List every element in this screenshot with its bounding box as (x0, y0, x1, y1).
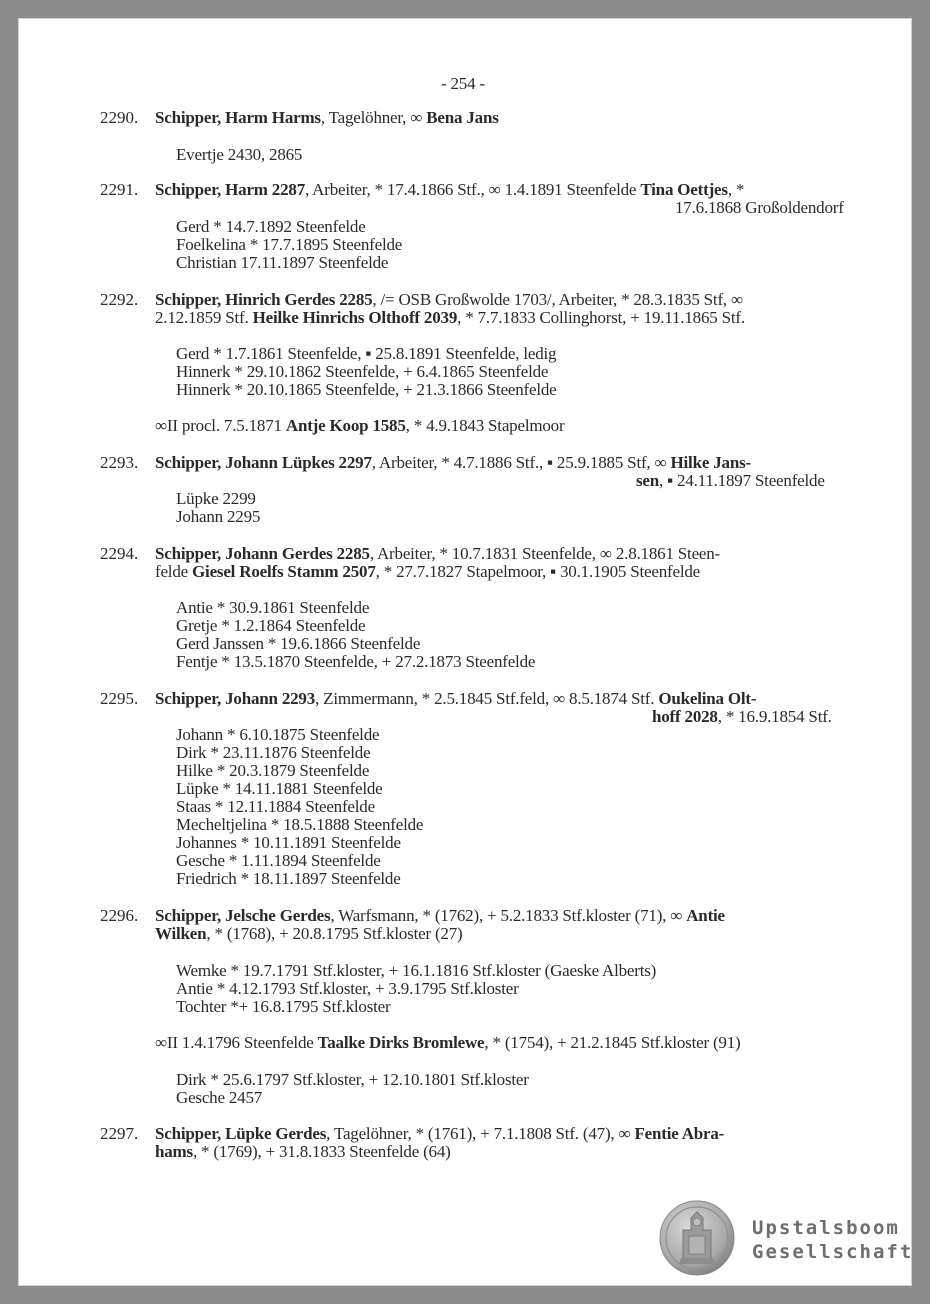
spouse-name: hams (155, 1142, 193, 1161)
person-name: Schipper, Jelsche Gerdes (155, 906, 331, 925)
entry-text: , * 4.9.1843 Stapelmoor (405, 416, 565, 435)
entry-number: 2291. (100, 180, 139, 199)
child-line: Antie * 4.12.1793 Stf.kloster, + 3.9.1795 Stf.kloster (176, 979, 519, 998)
child-line: Gerd * 1.7.1861 Steenfelde, ▪ 25.8.1891 Steenfelde, ledig (176, 344, 557, 363)
entry-line (155, 181, 744, 199)
entry-text: felde (155, 562, 193, 581)
entry-text: , * (1754), + 21.2.1845 Stf.kloster (91) (484, 1033, 741, 1052)
brand-line-1: Upstalsboom (752, 1217, 900, 1239)
child-line: Mecheltjelina * 18.5.1888 Steenfelde (176, 815, 424, 834)
child-line: Gesche * 1.11.1894 Steenfelde (176, 851, 381, 870)
entry-text: , * (1769), + 31.8.1833 Steenfelde (64) (192, 1142, 451, 1161)
spouse-name: Wilken (155, 924, 207, 943)
brand-line-2: Gesellschaft (752, 1241, 914, 1263)
entry-text: ∞II 1.4.1796 Steenfelde (155, 1033, 318, 1052)
entry-number: 2290. (100, 108, 139, 127)
child-line: Staas * 12.11.1884 Steenfelde (176, 797, 375, 816)
entry-line (155, 454, 751, 472)
document-page (18, 18, 912, 1286)
spouse-name: Bena Jans (426, 108, 499, 127)
child-line: Lüpke 2299 (176, 489, 256, 508)
spouse-name: hoff 2028 (652, 707, 718, 726)
entry-text: , Arbeiter, * 10.7.1831 Steenfelde, ∞ 2.8.1861 Steen- (369, 544, 721, 563)
entry-text: , Arbeiter, * 17.4.1866 Stf., ∞ 1.4.1891 Steenfelde (305, 180, 641, 199)
entry-text: , * 16.9.1854 Stf. (717, 707, 832, 726)
entry-number: 2293. (100, 453, 139, 472)
child-line: Johann 2295 (176, 507, 261, 526)
child-line: Gerd Janssen * 19.6.1866 Steenfelde (176, 634, 421, 653)
page-number: - 254 - (441, 74, 485, 93)
entry-text: ∞II procl. 7.5.1871 (155, 416, 286, 435)
entry-line (155, 1125, 724, 1143)
entry-text: , /= OSB Großwolde 1703/, Arbeiter, * 28.3.1835 Stf, ∞ (372, 290, 743, 309)
child-line: Hinnerk * 29.10.1862 Steenfelde, + 6.4.1865 Steenfelde (176, 362, 549, 381)
entry-line-cont (155, 309, 745, 327)
child-line: Dirk * 23.11.1876 Steenfelde (176, 743, 371, 762)
entry-text: , * (727, 180, 745, 199)
entry-line (155, 907, 725, 925)
entry-number: 2292. (100, 290, 139, 309)
person-name: Schipper, Hinrich Gerdes 2285 (155, 290, 373, 309)
entry-line-cont (636, 472, 825, 490)
entry-line (155, 690, 756, 708)
spouse-name: Tina Oettjes (640, 180, 728, 199)
spouse-name: Giesel Roelfs Stamm 2507 (192, 562, 376, 581)
entry-text: , Warfsmann, * (1762), + 5.2.1833 Stf.kloster (71), ∞ (330, 906, 687, 925)
person-name: Schipper, Lüpke Gerdes (155, 1124, 327, 1143)
child-line: Christian 17.11.1897 Steenfelde (176, 253, 389, 272)
child-line: Dirk * 25.6.1797 Stf.kloster, + 12.10.1801 Stf.kloster (176, 1070, 529, 1089)
entry-text: , Tagelöhner, * (1761), + 7.1.1808 Stf. (47), ∞ (326, 1124, 635, 1143)
child-line: Fentje * 13.5.1870 Steenfelde, + 27.2.1873 Steenfelde (176, 652, 536, 671)
child-line: Lüpke * 14.11.1881 Steenfelde (176, 779, 383, 798)
entry-number: 2297. (100, 1124, 139, 1143)
entry-text: , Zimmermann, * 2.5.1845 Stf.feld, ∞ 8.5.1874 Stf. (315, 689, 659, 708)
entry-line-cont (155, 563, 700, 581)
person-name: Schipper, Johann Gerdes 2285 (155, 544, 370, 563)
person-name: Schipper, Harm 2287 (155, 180, 305, 199)
child-line: Evertje 2430, 2865 (176, 145, 303, 164)
society-seal-icon (659, 1200, 735, 1276)
child-line: Gretje * 1.2.1864 Steenfelde (176, 616, 366, 635)
entry-text: 2.12.1859 Stf. (155, 308, 253, 327)
entry-line-cont: 17.6.1868 Großoldendorf (675, 198, 844, 217)
entry-text: , * 27.7.1827 Stapelmoor, ▪ 30.1.1905 Steenfelde (375, 562, 700, 581)
entry-line (155, 291, 743, 309)
entry-line (155, 545, 720, 563)
entry-text: , ▪ 24.11.1897 Steenfelde (659, 471, 825, 490)
child-line: Johann * 6.10.1875 Steenfelde (176, 725, 380, 744)
spouse-name: Heilke Hinrichs Olthoff 2039 (252, 308, 458, 327)
person-name: Schipper, Harm Harms (155, 108, 321, 127)
entry-text: , * 7.7.1833 Collinghorst, + 19.11.1865 Stf. (457, 308, 745, 327)
second-marriage (155, 417, 564, 435)
spouse-name: Taalke Dirks Bromlewe (317, 1033, 485, 1052)
entry-text: , Arbeiter, * 4.7.1886 Stf., ▪ 25.9.1885 Stf, ∞ (371, 453, 671, 472)
entry-text: , * (1768), + 20.8.1795 Stf.kloster (27) (206, 924, 463, 943)
person-name: Schipper, Johann Lüpkes 2297 (155, 453, 372, 472)
child-line: Tochter *+ 16.8.1795 Stf.kloster (176, 997, 391, 1016)
child-line: Hinnerk * 20.10.1865 Steenfelde, + 21.3.1866 Steenfelde (176, 380, 557, 399)
spouse-name: Fentie Abra- (634, 1124, 725, 1143)
entry-line-cont (652, 708, 832, 726)
child-line: Gesche 2457 (176, 1088, 263, 1107)
child-line: Foelkelina * 17.7.1895 Steenfelde (176, 235, 403, 254)
spouse-name: Antje Koop 1585 (285, 416, 406, 435)
spouse-name: Antie (686, 906, 725, 925)
spouse-name: sen (636, 471, 660, 490)
entry-line-cont (155, 925, 463, 943)
entry-text: , Tagelöhner, ∞ (320, 108, 427, 127)
entry-number: 2295. (100, 689, 139, 708)
spouse-name: Hilke Jans- (670, 453, 751, 472)
child-line: Antie * 30.9.1861 Steenfelde (176, 598, 370, 617)
child-line: Friedrich * 18.11.1897 Steenfelde (176, 869, 401, 888)
child-line: Wemke * 19.7.1791 Stf.kloster, + 16.1.1816 Stf.kloster (Gaeske Alberts) (176, 961, 657, 980)
entry-line-cont (155, 1143, 451, 1161)
child-line: Gerd * 14.7.1892 Steenfelde (176, 217, 366, 236)
second-marriage (155, 1034, 740, 1052)
entry-number: 2296. (100, 906, 139, 925)
spouse-name: Oukelina Olt- (658, 689, 757, 708)
entry-line (155, 109, 499, 127)
entry-number: 2294. (100, 544, 139, 563)
person-name: Schipper, Johann 2293 (155, 689, 316, 708)
child-line: Hilke * 20.3.1879 Steenfelde (176, 761, 370, 780)
child-line: Johannes * 10.11.1891 Steenfelde (176, 833, 401, 852)
